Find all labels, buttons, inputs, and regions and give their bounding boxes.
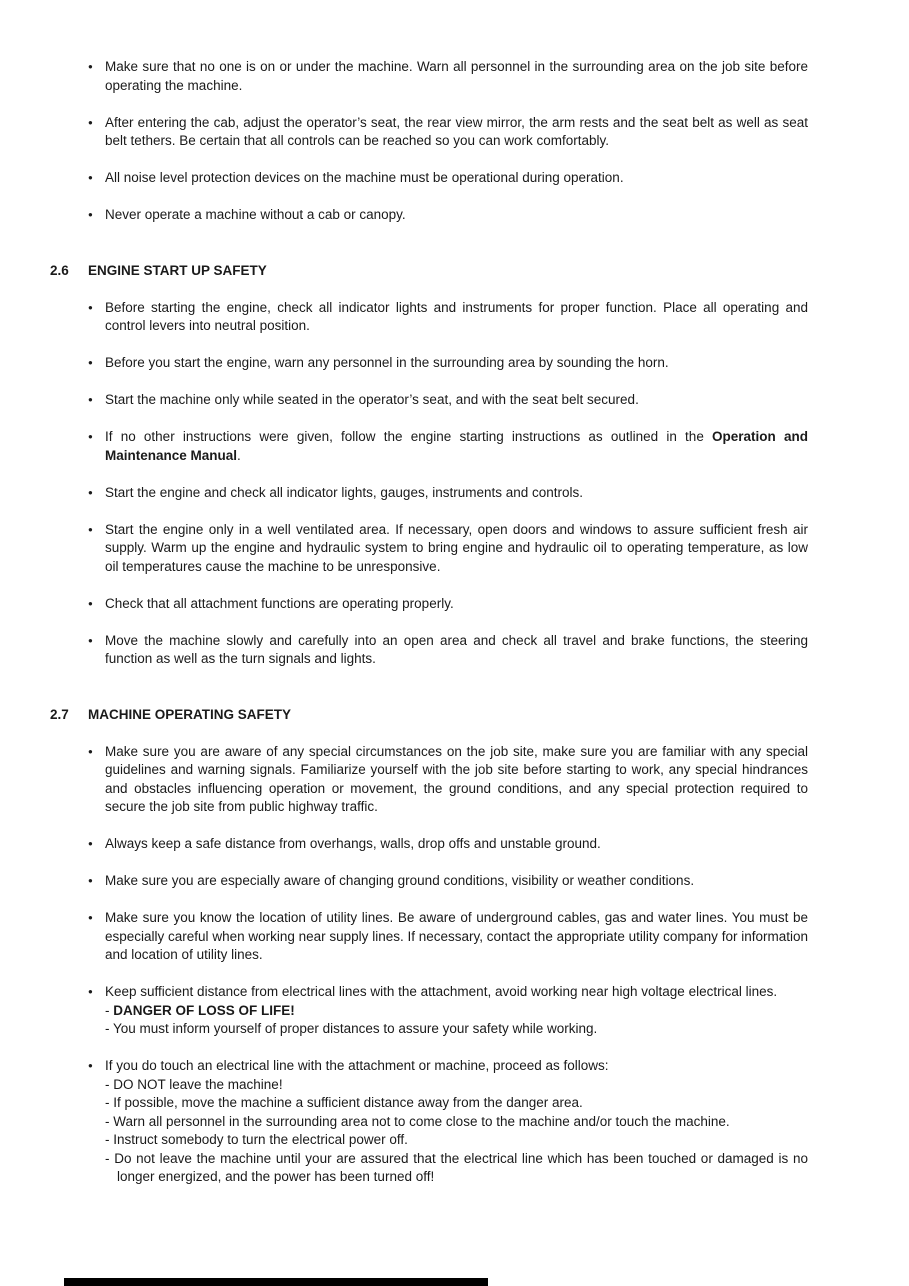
paragraph-text — [105, 521, 808, 577]
list-item — [88, 521, 808, 577]
text-run: All noise level protection devices on the machine must be operational during operation. — [105, 170, 624, 185]
list-item — [88, 743, 808, 817]
section-heading — [50, 262, 808, 281]
paragraph-text — [105, 983, 808, 1002]
text-run: Before starting the engine, check all indicator lights and instruments for proper function. Place all operating and control levers into neutral position. — [105, 299, 808, 333]
list-item — [88, 909, 808, 965]
bullet-icon: ● — [88, 432, 93, 441]
list-item — [88, 632, 808, 669]
text-run: Check that all attachment functions are operating properly. — [105, 595, 454, 611]
text-run: After entering the cab, adjust the operator’s seat, the rear view mirror, the arm rests and the seat belt as well as seat belt tethers. Be certain that all controls can be reached so you can work comfortably. — [105, 114, 808, 148]
list-item — [88, 354, 808, 373]
paragraph-text — [105, 391, 808, 410]
bullet-icon: ● — [88, 1061, 93, 1070]
text-run: Always keep a safe distance from overhangs, walls, drop offs and unstable ground. — [105, 836, 601, 851]
text-run: - — [105, 1002, 114, 1018]
paragraph-text — [105, 206, 808, 225]
bullet-icon: ● — [88, 487, 93, 497]
list-item — [88, 428, 808, 465]
section-heading — [50, 706, 808, 725]
paragraph-text — [105, 299, 808, 336]
text-run: Make sure you are especially aware of changing ground conditions, visibility or weather conditions. — [105, 873, 695, 888]
bold-text-run: DANGER OF LOSS OF LIFE! — [113, 1002, 295, 1018]
list-item — [88, 595, 808, 614]
bullet-icon: ● — [88, 746, 93, 756]
bullet-icon: ● — [88, 987, 93, 996]
text-run: Start the machine only while seated in the operator’s seat, and with the seat belt secured. — [105, 392, 639, 407]
sub-item — [105, 1150, 808, 1187]
paragraph-text — [105, 743, 808, 817]
paragraph-text — [105, 354, 808, 373]
section-title: ENGINE START UP SAFETY — [88, 262, 267, 278]
list-item — [88, 484, 808, 503]
bullet-icon: ● — [88, 302, 93, 312]
bullet-icon: ● — [88, 876, 93, 885]
text-run: Never operate a machine without a cab or canopy. — [105, 207, 406, 222]
text-run: Make sure you are aware of any special circumstances on the job site, make sure you are familiar with any special guidelines and warning signals. Familiarize yourself with the job site before starting to work, any special hindrances and obstacles influencing operation or movement, the ground conditions, and any special protection required to secure the job site from public highway traffic. — [105, 743, 808, 814]
paragraph-text — [105, 595, 808, 614]
section-title: MACHINE OPERATING SAFETY — [88, 706, 292, 722]
list-item — [88, 391, 808, 410]
text-run: . — [237, 447, 241, 463]
list-item — [88, 169, 808, 188]
text-run: - Do not leave the machine until your are assured that the electrical line which has been touched or damaged is no longer energized, and the power has been turned off! — [105, 1150, 808, 1184]
bullet-icon: ● — [88, 358, 93, 367]
paragraph-text — [105, 909, 808, 965]
text-run: Make sure that no one is on or under the machine. Warn all personnel in the surrounding area on the job site before operating the machine. — [105, 59, 808, 93]
bullet-icon: ● — [88, 173, 93, 182]
text-run: - DO NOT leave the machine! — [105, 1076, 283, 1092]
paragraph-text — [105, 1057, 808, 1076]
text-run: Start the engine only in a well ventilated area. If necessary, open doors and windows to assure sufficient fresh air supply. Warm up the engine and hydraulic system to bring engine and hydraulic oil to operating temperature, as low oil temperatures cause the machine to be unresponsive. — [105, 521, 808, 574]
text-run: Start the engine and check all indicator lights, gauges, instruments and controls. — [105, 484, 584, 500]
paragraph-text — [105, 632, 808, 669]
text-run: - If possible, move the machine a sufficient distance away from the danger area. — [105, 1095, 583, 1110]
sub-item — [105, 1113, 808, 1132]
bullet-icon: ● — [88, 524, 93, 534]
sub-item — [105, 1020, 808, 1039]
sub-item — [105, 1131, 808, 1150]
bullet-icon: ● — [88, 210, 93, 219]
paragraph-text — [105, 872, 808, 891]
bold-text-run: Operation and Maintenance Manual — [105, 429, 808, 463]
text-run: Before you start the engine, warn any personnel in the surrounding area by sounding the horn. — [105, 355, 669, 370]
list-item — [88, 206, 808, 225]
paragraph-text — [105, 835, 808, 854]
text-run: - Warn all personnel in the surrounding area not to come close to the machine and/or touch the machine. — [105, 1113, 730, 1129]
paragraph-text — [105, 169, 808, 188]
list-item — [88, 835, 808, 854]
bullet-icon: ● — [88, 913, 93, 922]
paragraph-text — [105, 428, 808, 465]
sub-item — [105, 1094, 808, 1113]
text-run: Move the machine slowly and carefully into an open area and check all travel and brake functions, the steering function as well as the turn signals and lights. — [105, 632, 808, 666]
list-item — [88, 983, 808, 1039]
text-run: - You must inform yourself of proper distances to assure your safety while working. — [105, 1021, 598, 1036]
section-number: 2.6 — [50, 262, 69, 278]
section-number: 2.7 — [50, 706, 69, 722]
document-body — [50, 58, 808, 1205]
sub-item — [105, 1076, 808, 1095]
bullet-icon: ● — [88, 117, 93, 127]
bullet-icon: ● — [88, 598, 93, 608]
list-item — [88, 114, 808, 151]
text-run: If you do touch an electrical line with the attachment or machine, proceed as follows: — [105, 1058, 609, 1073]
text-run: If no other instructions were given, follow the engine starting instructions as outlined in the — [105, 429, 713, 444]
bullet-icon: ● — [88, 395, 93, 404]
bullet-icon: ● — [88, 635, 93, 645]
list-item — [88, 299, 808, 336]
paragraph-text — [105, 58, 808, 95]
text-run: Make sure you know the location of utility lines. Be aware of underground cables, gas and water lines. You must be especially careful when working near supply lines. If necessary, contact the appropriate utility company for information and location of utility lines. — [105, 910, 808, 962]
paragraph-text — [105, 114, 808, 151]
text-run: - Instruct somebody to turn the electrical power off. — [105, 1132, 408, 1147]
footer-bar — [64, 1278, 488, 1286]
paragraph-text — [105, 484, 808, 503]
bullet-icon: ● — [88, 839, 93, 848]
bullet-icon: ● — [88, 62, 93, 71]
list-item — [88, 1057, 808, 1187]
text-run: Keep sufficient distance from electrical lines with the attachment, avoid working near high voltage electrical lines. — [105, 984, 778, 999]
list-item — [88, 58, 808, 95]
list-item — [88, 872, 808, 891]
sub-item — [105, 1002, 808, 1021]
